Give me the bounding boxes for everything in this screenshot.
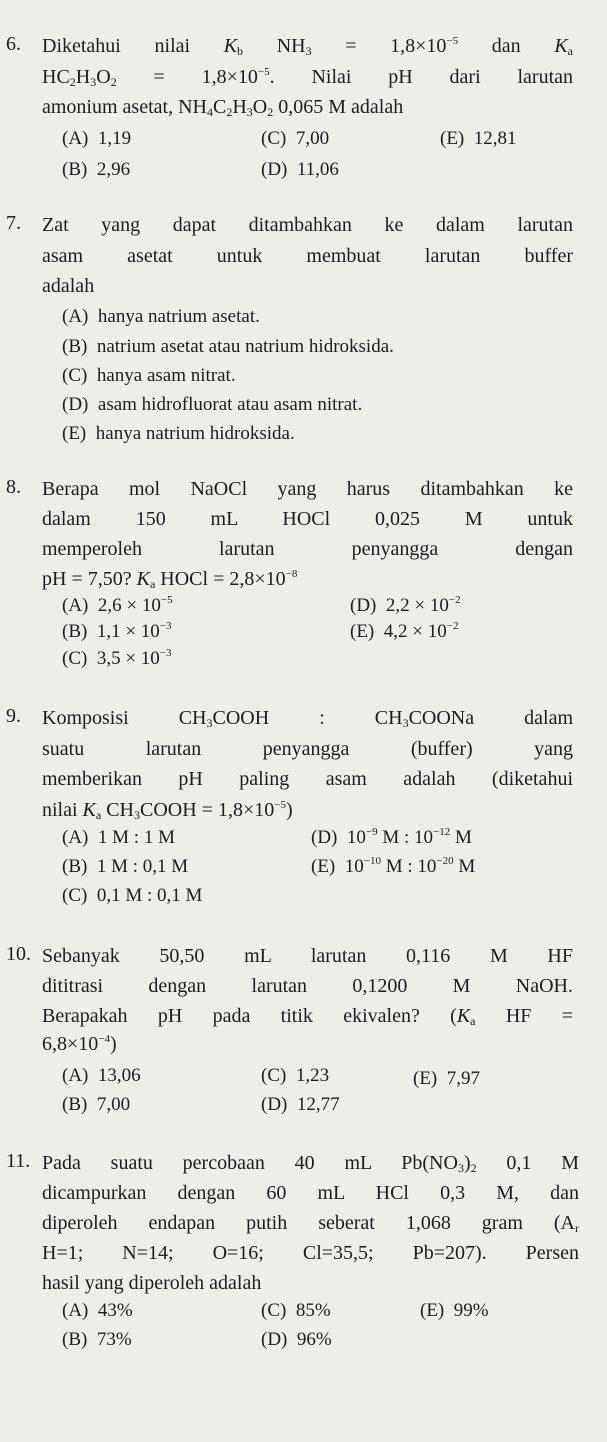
question-text-line: asam asetat untuk membuat larutan buffer: [42, 245, 573, 267]
option-a[interactable]: (A) 1,19: [62, 128, 132, 149]
option-a[interactable]: (A) $2,6 \times 10^{-5}$: [62, 594, 173, 616]
option-e[interactable]: (E) 99%: [420, 1300, 489, 1321]
question-text-line: Diketahui nilai $K_b$ $NH_3 = 1,8\times 10^{-5}$ dan $K_a$: [42, 35, 573, 58]
option-b[interactable]: (B) 73%: [62, 1329, 132, 1350]
question-text-line: Komposisi $CH_3COOH$ : $CH_3COONa$ dalam: [42, 707, 573, 730]
option-c[interactable]: (C) $3,5 \times 10^{-3}$: [62, 647, 172, 669]
question-number: 9.: [6, 705, 21, 727]
question-number: 6.: [6, 33, 21, 55]
option-c[interactable]: (C) 7,00: [261, 128, 330, 149]
question-text-line: dicampurkan dengan 60 mL HCl 0,3 M, dan: [42, 1182, 579, 1204]
question-number: 11.: [6, 1150, 31, 1172]
option-c[interactable]: (C) 0,1 M : 0,1 M: [62, 885, 203, 906]
option-c[interactable]: (C) 1,23: [261, 1065, 330, 1086]
question-text-line: pH = 7,50? $K_a$ HOCl = $2,8\times 10^{-8}$: [42, 568, 298, 591]
question-text-line: suatu larutan penyangga (buffer) yang: [42, 738, 573, 760]
option-a[interactable]: (A) hanya natrium asetat.: [62, 306, 260, 327]
question-text-line: memperoleh larutan penyangga dengan: [42, 538, 573, 560]
option-d[interactable]: (D) 12,77: [261, 1094, 340, 1115]
option-d[interactable]: (D) 11,06: [261, 159, 339, 180]
question-text-line: Berapakah pH pada titik ekivalen? ($K_a$ HF =: [42, 1005, 573, 1028]
question-text-line: Zat yang dapat ditambahkan ke dalam larutan: [42, 214, 573, 236]
question-text-line: H=1; N=14; O=16; Cl=35,5; Pb=207). Persen: [42, 1242, 579, 1264]
question-text-line: dalam 150 mL HOCl 0,025 M untuk: [42, 508, 573, 530]
option-e[interactable]: (E) $10^{-10}$ M : $10^{-20}$ M: [311, 855, 476, 877]
question-text-line: hasil yang diperoleh adalah: [42, 1272, 262, 1294]
question-number: 10.: [6, 943, 31, 965]
question-text-line: Berapa mol NaOCl yang harus ditambahkan ke: [42, 478, 573, 500]
question-text-line: $6,8\times 10^{-4}$): [42, 1033, 117, 1055]
option-c[interactable]: (C) 85%: [261, 1300, 331, 1321]
option-e[interactable]: (E) hanya natrium hidroksida.: [62, 423, 295, 444]
option-c[interactable]: (C) hanya asam nitrat.: [62, 365, 236, 386]
option-a[interactable]: (A) 13,06: [62, 1065, 141, 1086]
option-b[interactable]: (B) 1 M : 0,1 M: [62, 856, 189, 877]
option-e[interactable]: (E) 12,81: [440, 128, 517, 149]
option-d[interactable]: (D) $2,2 \times 10^{-2}$: [350, 594, 461, 616]
option-e[interactable]: (E) $4,2 \times 10^{-2}$: [350, 620, 459, 642]
question-number: 7.: [6, 212, 21, 234]
option-b[interactable]: (B) natrium asetat atau natrium hidroksida.: [62, 336, 394, 357]
question-text-line: amonium asetat, $NH_4C_2H_3O_2$ 0,065 M adalah: [42, 96, 404, 119]
option-d[interactable]: (D) 96%: [261, 1329, 332, 1350]
question-number: 8.: [6, 476, 21, 498]
option-d[interactable]: (D) $10^{-9}$ M : $10^{-12}$ M: [311, 826, 472, 848]
question-text-line: memberikan pH paling asam adalah (diketahui: [42, 768, 573, 790]
question-text-line: nilai $K_a$ $CH_3COOH = 1,8\times 10^{-5}$): [42, 799, 293, 822]
option-b[interactable]: (B) 2,96: [62, 159, 131, 180]
question-text-line: $HC_2H_3O_2 = 1,8\times 10^{-5}$. Nilai pH dari larutan: [42, 66, 573, 89]
option-b[interactable]: (B) $1,1 \times 10^{-3}$: [62, 620, 172, 642]
option-e[interactable]: (E) 7,97: [413, 1068, 481, 1089]
option-a[interactable]: (A) 43%: [62, 1300, 133, 1321]
question-text-line: Pada suatu percobaan 40 mL $Pb(NO_3)_2$ 0,1 M: [42, 1152, 579, 1175]
question-text-line: adalah: [42, 275, 95, 297]
option-b[interactable]: (B) 7,00: [62, 1094, 131, 1115]
question-text-line: dititrasi dengan larutan 0,1200 M NaOH.: [42, 975, 573, 997]
question-text-line: diperoleh endapan putih seberat 1,068 gram ($A_r$: [42, 1212, 579, 1235]
option-d[interactable]: (D) asam hidrofluorat atau asam nitrat.: [62, 394, 363, 415]
option-a[interactable]: (A) 1 M : 1 M: [62, 827, 175, 848]
question-text-line: Sebanyak 50,50 mL larutan 0,116 M HF: [42, 945, 573, 967]
